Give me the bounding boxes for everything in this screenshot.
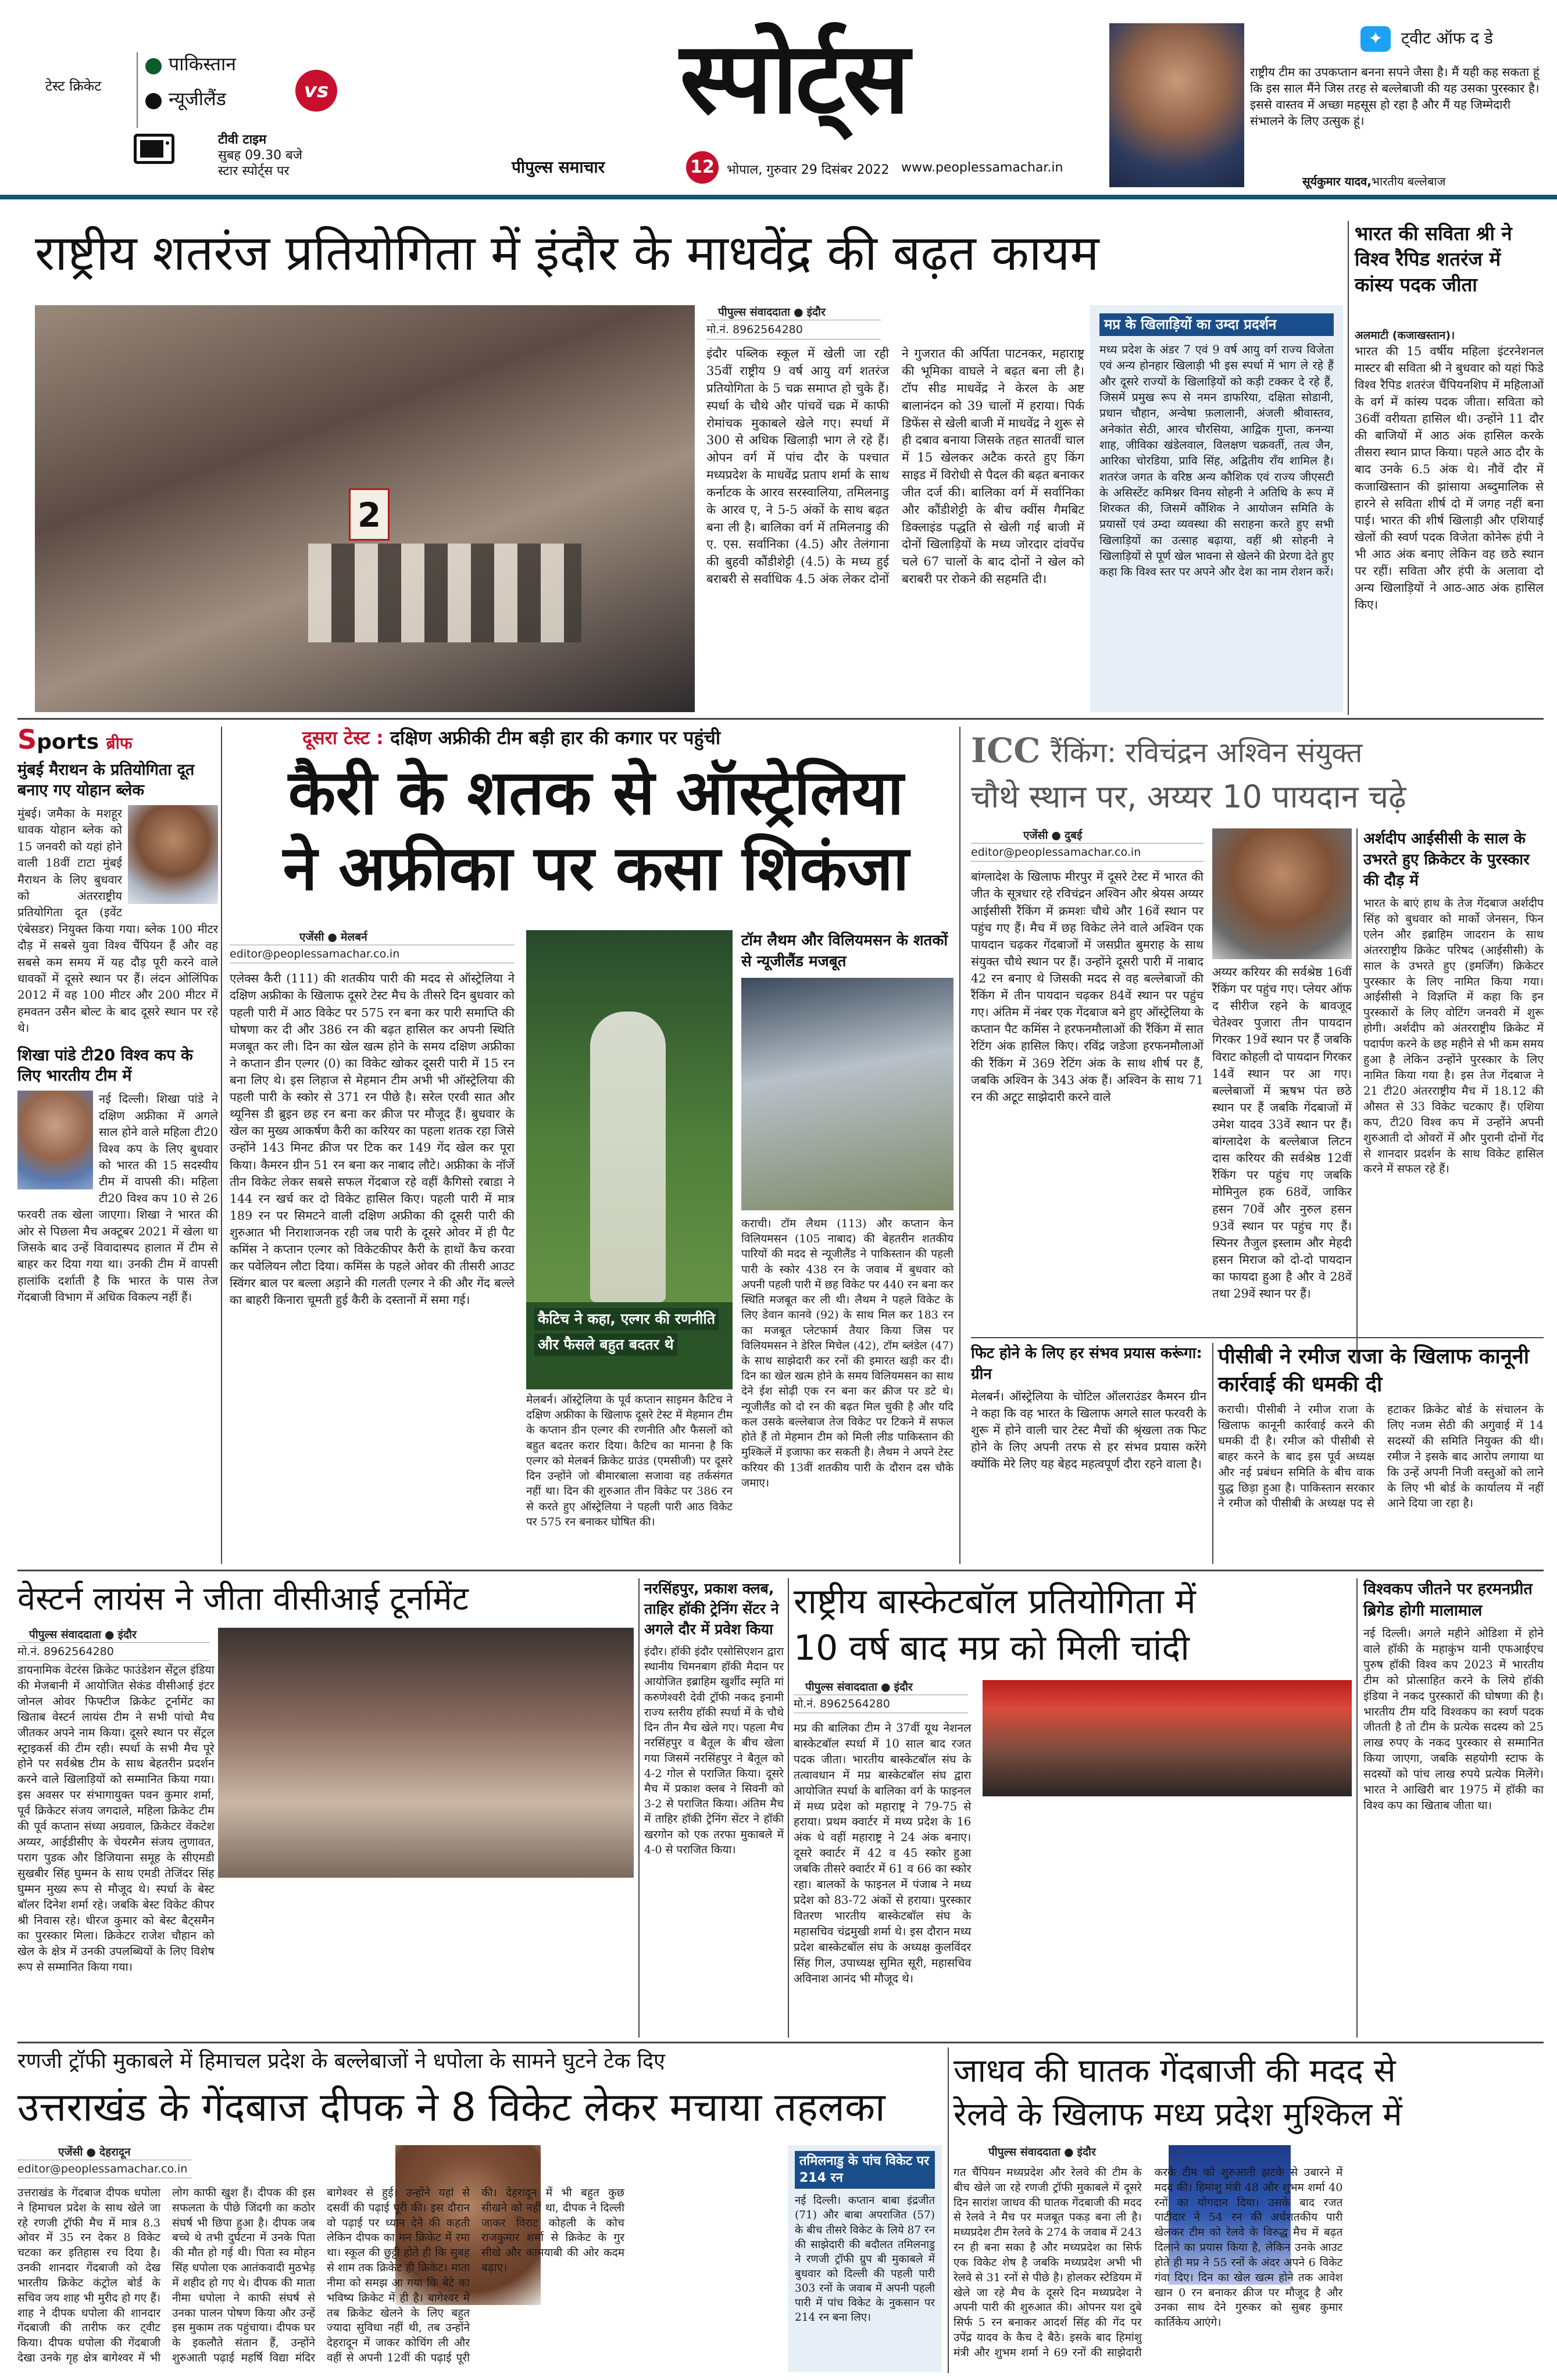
katich-body: मेलबर्न। ऑस्ट्रेलिया के पूर्व कप्तान साइमन कैटिच ने दक्षिण अफ्रीका के खिलाफ दूसरे टेस्ट में मेहमान टीम के कप्तान डीन एल्गर की रणनीति और फैसलों को बहुत बदतर करार दिया। कैटिच का मानना है कि एल्गर को मेलबर्न क्रिकेट ग्राउंड (एमसीजी) पर दूसरे दिन उन्होंने जो बीमारबाला सजावा वह तर्कसंगत नहीं था। दिन की शुरुआत तीन विकेट पर 386 रन से करते हुए ऑस्ट्रेलिया ने पहली पारी आठ विकेट पर 575 रन बनाकर घोषित की।: [526, 1393, 733, 1528]
icc-byline: एजेंसी ● दुबई: [1023, 829, 1083, 842]
brief-brand-tag: ब्रीफ: [106, 734, 133, 753]
icc-headline-1: [971, 730, 1544, 774]
tv-icon: [134, 134, 174, 164]
batsman-figure: [590, 1012, 666, 1302]
test-cricket-label: टेस्ट क्रिकेट: [45, 78, 102, 94]
caption-line-1: कैटिच ने कहा, एल्गर की रणनीति: [534, 1308, 719, 1330]
v-rule-2: [221, 727, 222, 1564]
jadhav-byline: पीपुल्स संवाददाता ● इंदौर: [988, 2146, 1096, 2159]
byline-place: मेलबर्न: [341, 931, 367, 944]
green-body: मेलबर्न। ऑस्ट्रेलिया के चोटिल ऑलराउंडर कैमरन ग्रीन ने कहा कि वह भारत के खिलाफ अगले साल फरवरी के शुरू में होने वाली चार टेस्ट मैचों की श्रृंखला तक फिट होने के लिए अपनी तरफ से हर संभव प्रयास करेंगे क्योंकि मेरे लिए यह बेहद महत्वपूर्ण दौरा रहने वाला है।: [971, 1389, 1206, 1471]
mp-box-body: मध्य प्रदेश के अंडर 7 एवं 9 वर्ष आयु वर्ग राज्य विजेता एवं अन्य होनहार खिलाड़ी भी इस स्पर्धा में भाग ले रहे हैं और दूसरे राज्यों के खिलाड़ियों को कड़ी टक्कर दे रहे हैं, जिसमें प्रमुख रूप से नमन डाफरिया, दक्षिता सोडानी, प्रधान चौहान, अन्वेषा फ़लालानी, अंजली श्रीवास्तव, अनेकांत सेठी, आरव चौरसिया, आद्विक गुप्ता, कनन्या शाह, जीविका खंडेलवाल, विलक्षण चक्रवर्ती, तत्व जैन, आरिका चोरडिया, प्रावि सिंह, अद्वितीय राँय शामिल है। शतरंज जगत के वरिष्ठ अन्य कौशिक एवं राज्य जीएसटी के असिस्टेंट कमिश्नर विनय सोहनी ने अतिथि के रूप में शिरकत की, जिसमें कौंशिक ने आयोजन समिति के प्रयासों एवं उम्दा व्यवस्था की सराहना करते हुए सभी खिलाड़ियों का उत्साह बढ़ाया, वहीं श्री सोहनी ने खिलाड़ियों से पूर्ण खेल भावना से खेलने की प्रेरणा देते हुए कहा कि विश्व स्तर पर अपने और देश का नाम रोशन करें।: [1099, 343, 1334, 579]
icc-headline-rest: रैंकिंग: रविचंद्रन अश्विन संयुक्त: [1051, 737, 1363, 769]
mp-players-box: [1090, 305, 1343, 712]
v-rule-6: [638, 1578, 640, 2038]
jadhav-headline-2: रेलवे के खिलाफ मध्य प्रदेश मुश्किल में: [954, 2096, 1402, 2134]
shikha-pandey-photo: [17, 1091, 93, 1189]
v-rule-9: [948, 2047, 949, 2373]
jadhav-byline-wrap: [954, 2145, 1128, 2160]
latham-body: कराची। टॉम लैथम (113) और कप्तान केन विलियमसन (105 नाबाद) की बेहतरीन शतकीय पारियों की मदद से न्यूजीलैंड ने पाकिस्तान की पहली पारी के स्कोर 438 रन के जवाब में बुधवार को अपनी पहली पारी में छह विकेट पर 440 रन बना कर स्थिति मजबूत कर ली थी। लैथम ने पहले विकेट के लिए डेवान कानवे (92) के साथ मिल कर 183 रन का मजबूत प्लेटफार्म तैयार किया जिस पर विलियमसन ने डेरिल मिचेल (42), टॉम ब्लंडेल (47) के साथ साझेदारी कर रनों की इमारत खड़ी कर दी। दिन का खेल खत्म होने के समय विलियमसन का साथ देने ईश सोढ़ी एक रन बना कर क्रीज पर डटे थे। न्यूजीलैंड को दो रन की बढ़त मिल चुकी है और यदि कल उसके बल्लेबाज तेज विकेट पर टिकने में सफल होते हैं तो मेहमान टीम को मिली लीड पाकिस्तान की मुश्किलें में इजाफा कर सकती है। लैथम ने अपने टेस्ट करियर की 13वीं शतकीय पारी के दौरान दस चौके जमाए।: [741, 1217, 954, 1489]
basketball-headline-1: राष्ट्रीय बास्केटबॉल प्रतियोगिता में: [794, 1581, 1196, 1622]
v-rule-5: [1212, 1343, 1213, 1564]
carey-photo: [526, 930, 733, 1389]
katich-body-wrap: [526, 1392, 733, 1564]
website-link[interactable]: www.peoplessamachar.in: [901, 160, 1063, 175]
team-2: न्यूजीलैंड: [169, 88, 226, 110]
brief-item2-body: नई दिल्ली। शिखा पांडे ने दक्षिण अफ्रीका में अगले साल होने वाले महिला टी20 विश्व कप के लिए बुधवार को भारत की 15 सदस्यीय टीम में वापसी की। महिला टी20 विश्व कप 10 से 26 फरवरी तक खेला जाएगा। शिखा ने भारत की ओर से पिछला मैच अक्टूबर 2021 में खेला था जिसके बाद उन्हें विवादास्पद हालात में टीम से बाहर कर दिया गया था। उनकी टीम में वापसी हालांकि दर्शाती है कि भारत के पास तेज गेंदबाजी विभाग में अधिक विकल्प नहीं हैं।: [17, 1092, 218, 1305]
carey-headline-1: कैरी के शतक से ऑस्ट्रेलिया: [288, 757, 904, 828]
latham-photo: [741, 978, 954, 1210]
v-rule-3: [959, 727, 960, 1564]
h-rule-1: [17, 718, 1544, 720]
icc-word: ICC: [971, 731, 1041, 770]
h-rule-2: [17, 1570, 1544, 1571]
byline-name: एजेंसी: [299, 931, 324, 944]
icc-email[interactable]: editor@peoplessamachar.co.in: [971, 843, 1204, 862]
v-rule-4: [1356, 828, 1358, 1363]
byline-name: एजेंसी: [58, 2146, 83, 2159]
chess-headline: राष्ट्रीय शतरंज प्रतियोगिता में इंदौर के माधवेंद्र की बढ़त कायम: [35, 224, 1099, 281]
savita-story: [1355, 221, 1544, 715]
chess-board: [308, 544, 581, 642]
masthead: [0, 0, 1557, 195]
icc-body-left: बांग्लादेश के खिलाफ मीरपुर में दूसरे टेस्ट में भारत की जीत के सूत्रधार रहे रविचंद्रन अश्विन और श्रेयस अय्यर आईसीसी रैंकिंग में क्रमशः चौथे और 16वें स्थान पर पहुंच गए हैं। मैच में छह विकेट लेने वाले अश्विन एक पायदान चढ़कर गेंदबाजों में जसप्रीत बुमराह के साथ संयुक्त चौथे स्थान पर हैं। उन्होंने दूसरी पारी में नाबाद 42 रन बनाए थे जिसकी मदद से वह बल्लेबाजों की रैंकिंग में तीन पायदान चढ़कर 84वें स्थान पर पहुंच गए। अंतिम में नंबर एक गेंदबाज बने हुए ऑस्ट्रेलिया के कप्तान पैट कमिंस ने हरफनमौलाओं की रैंकिंग में सात रेटिंग अंक हासिल किए। रविंद्र जडेजा हरफनमौलाओं की रैंकिंग में 369 रेटिंग अंक के साथ शीर्ष पर हैं, जबकि अश्विन के 343 अंक हैं। अश्विन के साथ 71 रन की अटूट साझेदारी करने वाले: [971, 870, 1204, 1104]
mp-box-title: मप्र के खिलाड़ियों का उम्दा प्रदर्शन: [1099, 313, 1334, 336]
green-headline: फिट होने के लिए हर संभव प्रयास करूंगा: ग्रीन: [971, 1345, 1202, 1383]
jadhav-body: गत चैंपियन मध्यप्रदेश और रेलवे की टीम के बीच खेले जा रहे रणजी ट्रॉफी मुकाबले में दूसरे दिन सारांश जाधव की घातक गेंदबाजी की मदद से रेलवे ने मैच पर मजबूत पकड़ बना ली है। मध्यप्रदेश टीम रेलवे के 274 के जवाब में 243 रन ही बना सका है और मध्यप्रदेश का सिर्फ एक विकेट शेष है जबकि मध्यप्रदेश अभी भी रेलवे से 31 रनों से पीछे है। होलकर स्टेडियम में खेले जा रहे मैच के दूसरे दिन मध्यप्रदेश ने अपनी पारी की शुरुआत की। ओपनर यश दुबे सिर्फ 5 रन बनाकर आदर्श सिंह की गेंद पर उपेंद्र यादव के कैच दे बैठे। इसके बाद हिमांशु मंत्री और शुभम शर्मा ने 69 रनों की साझेदारी करके टीम को शुरुआती झटके से उबारने में मदद की। हिमांशु मंत्री 48 और शुभम शर्मा 40 रनों का योगदान दिया। उसके बाद रजत पाटीदार ने 54 रन की अर्धशतकीय पारी खेलकर टीम को रेलवे के विरुद्ध मैच में बढ़त दिलाने का प्रयास किया है, लेकिन उनके आउट होते ही मप्र ने 55 रनों के अंदर अपने 6 विकेट गंवा दिए। दिन का खेल खत्म होने तक आवेश खान 0 रन बनाकर क्रीज पर मौजूद है और उनका साथ देने गुरुकर को सुबह कुमार कार्तिकेय आएंगे।: [954, 2166, 1343, 2359]
v-rule-8: [1356, 1578, 1358, 2038]
byline-name: पीपुल्स संवाददाता: [988, 2146, 1060, 2159]
divider: [137, 52, 138, 128]
pcb-headline: पीसीबी ने रमीज राजा के खिलाफ कानूनी कार्रवाई की धमकी दी: [1218, 1345, 1530, 1396]
basketball-headline-2: 10 वर्ष बाद मप्र को मिली चांदी: [794, 1628, 1190, 1668]
pcb-story: [1218, 1343, 1544, 1564]
yohan-blake-photo: [128, 805, 218, 904]
v-rule-7: [788, 1578, 789, 2038]
byline-place: दुबई: [1065, 829, 1083, 842]
hockey-headline: नरसिंहपुर, प्रकाश क्लब, ताहिर हॉकी ट्रेनिंग सेंटर ने अगले दौर में प्रवेश किया: [644, 1580, 779, 1638]
team-1: पाकिस्तान: [169, 53, 237, 75]
deepak-email[interactable]: editor@peoplessamachar.co.in: [17, 2160, 192, 2179]
savita-headline: भारत की सविता श्री ने विश्व रैपिड शतरंज में कांस्य पदक जीता: [1355, 221, 1544, 298]
tv-time: सुबह 09.30 बजे: [218, 148, 302, 163]
green-story: [971, 1343, 1206, 1564]
jadhav-headline-1: जाधव की घातक गेंदबाजी की मदद से: [954, 2052, 1396, 2090]
board-sign: [349, 488, 390, 541]
ashwin-photo: [1212, 828, 1352, 959]
brief-brand: [17, 724, 218, 756]
chess-body: [706, 305, 1084, 712]
carey-kicker-text: दक्षिण अफ्रीकी टीम बड़ी हार की कगार पर पहुंची: [390, 727, 721, 749]
byline-name: पीपुल्स संवाददाता: [805, 1681, 877, 1693]
hockey-world-body: नई दिल्ली। अगले महीने ओडिशा में होने वाले हॉकी के महाकुंभ यानी एफआईएच पुरुष हॉकी विश्व कप 2023 में भारतीय टीम को प्रोत्साहित करने के लिये हॉकी इंडिया ने नकद पुरस्कारों की घोषणा की है। भारतीय टीम यदि विश्वकप का स्वर्ण पदक जीतती है तो टीम के प्रत्येक सदस्य को 25 लाख रुपए के नकद पुरस्कार से सम्मानित किया जाएगा, जबकि सहयोगी स्टाफ के सदस्यों को पांच लाख रुपये प्रत्येक मिलेंगे। भारत ने आखिरी बार 1975 में हॉकी का विश्व कप का खिताब जीता था।: [1363, 1627, 1544, 1812]
carey-kicker-label: दूसरा टेस्ट :: [302, 727, 384, 749]
chess-byline: पीपुल्स संवाददाता ● इंदौर: [718, 306, 826, 319]
brief-item1-title: मुंबई मैराथन के प्रतियोगिता दूत बनाए गए योहान ब्लेक: [17, 761, 195, 799]
latham-headline: टॉम लैथम और विलियमसन के शतकों से न्यूजीलैंड मजबूत: [741, 932, 948, 970]
v-rule-1: [1348, 221, 1349, 715]
deepak-headline: उत्तराखंड के गेंदबाज दीपक ने 8 विकेट लेकर मचाया तहलका: [17, 2085, 885, 2131]
byline-name: पीपुल्स संवाददाता: [29, 1628, 101, 1641]
deepak-body: उत्तराखंड के गेंदबाज दीपक धपोला ने हिमाचल प्रदेश के साथ खेले जा रहे रणजी ट्रॉफी मैच में मात्र 8.3 ओवर में 35 रन देकर 8 विकेट चटका कर इतिहास रच दिया है। उनकी शानदार गेंदबाजी को देख भारतीय क्रिकेट कंट्रोल बोर्ड के सचिव जय शाह भी मुरीद हो गए हैं। शाह ने दीपक धपोला की शानदार गेंदबाजी की तारीफ कर ट्वीट किया। दीपक धपोला की गेंदबाजी देखा उनके गृह क्षेत्र बागेश्वर में भी लोग काफी खुश हैं। दीपक की इस सफलता के पीछे जिंदगी का कठोर संघर्ष भी छिपा हुआ है। दीपक जब बच्चे थे तभी दुर्घटना में उनके पिता की मौत हो गई थी। पिता स्व मोहन सिंह धपोला एक आतंकवादी मुठभेड़ में शहीद हो गए थे। दीपक की माता नीमा धपोला ने काफी संघर्ष से उनका पालन पोषण किया और उन्हें इस मुकाम तक पहुंचाया। दीपक घर के इकलौते संतान हैं, उन्होंने शुरुआती पढ़ाई महर्षि विद्या मंदिर बागेश्वर से हुई। उन्होंने यहां से दसवीं की पढ़ाई पूरी की। इस दौरान वो पढ़ाई पर ध्यान देने की कहती लेकिन दीपक का मन क्रिकेट में रमा था। स्कूल की छुट्टी होते ही कि सुबह से शाम तक क्रिकेट ही क्रिकेट। माता नीमा को समझ आ गया कि बेटे का भविष्य क्रिकेट में ही है। बागेश्वर में तब क्रिकेट खेलने के लिए बहुत ज्यादा सुविधा नहीं थी, तब उन्होंने देहरादून में जाकर कोचिंग ली और वहीं से अपनी 12वीं की पढ़ाई पूरी की। देहरादून में भी बहुत कुछ सीखने को नहीं था, दीपक ने दिल्ली जाकर विराट कोहली के कोच राजकुमार शर्मा से क्रिकेट के गुर सीखे और कामयाबी की ओर कदम बढ़ाए।: [17, 2186, 624, 2365]
hockey-body: इंदौर। हॉकी इंदौर एसोसिएशन द्वारा स्थानीय चिमनबाग हॉकी मैदान पर आयोजित इब्राहिम खुर्शीद स्मृति मां करुणेश्वरी देवी ट्रॉफी नकद इनामी राज्य स्तरीय हॉकी स्पर्धा में के चौथे दिन तीन मैच खेले गए। पहला मैच नरसिंहपुर व बैतूल के बीच खेला गया जिसमें नरसिंहपुर ने बैतूल को 4-2 गोल से पराजित किया। दूसरे मैच में प्रकाश क्लब ने सिवनी को 3-2 से पराजित किया। अंतिम मैच में ताहिर हॉकी ट्रेनिंग सेंटर ने हॉकी खरगोन को एक तरफा मुकाबले में 4-0 से पराजित किया।: [644, 1645, 784, 1856]
savita-body-wrap: [1355, 328, 1544, 613]
savita-dateline: अलमाटी (कजाखस्तान)।: [1355, 329, 1455, 342]
pcb-body: कराची। पीसीबी ने रमीज राजा के खिलाफ कानूनी कार्रवाई करने की धमकी दी है। रमीज को पीसीबी से बाहर करने के बाद इस पूर्व अध्यक्ष और नई प्रबंधन समिति के बीच वाक युद्ध छिड़ा हुआ है। पाकिस्तान सरकार ने रमीज को पीसीबी के अध्यक्ष पद से हटाकर क्रिकेट बोर्ड के संचालन के लिए नजम सेठी की अगुवाई में 14 सदस्यों की समिति नियुक्त की थी। रमीज ने इसके बाद आरोप लगाया था कि उन्हें अपनी निजी वस्तुओं को लाने के लिए भी बोर्ड के कार्यालय में नहीं आने दिया जा रहा है।: [1218, 1403, 1544, 1510]
chess-photo: [35, 305, 695, 712]
carey-body: एलेक्स कैरी (111) की शतकीय पारी की मदद से ऑस्ट्रेलिया ने दक्षिण अफ्रीका के खिलाफ दूसरे टेस्ट मैच के तीसरे दिन बुधवार को पहली पारी में आठ विकेट पर 575 रन बना कर पारी समाप्ति की घोषणा कर दी और 386 रन की बढ़त हासिल कर अपनी स्थिति मजबूत कर ली। दिन का खेल खत्म होने के समय दक्षिण अफ्रीका ने कप्तान डीन एल्गर (0) का विकेट खोकर दूसरी पारी में 15 रन बना लिए थे। इस लिहाज से मेहमान टीम अभी भी ऑस्ट्रेलिया की पहली पारी के स्कोर से 371 रन पीछे है। सरेल एरवी सात और थ्यूनिस डी ब्रुइन छह रन बना कर क्रीज पर मौजूद हैं। बुधवार के खेल का मुख्य आकर्षण कैरी का करियर का पहला शतक रहा जिसे उन्होंने 143 मिनट क्रीज पर टिक कर 149 गेंद खेल कर पूरा किया। कैमरन ग्रीन 51 रन बना कर नाबाद लौटे। अफ्रीका के नॉर्जे तीन विकेट लेकर सबसे सफल गेंदबाज रहे वहीं कैगिसो रबाडा ने 144 रन खर्च कर दो विकेट हासिल किए। पहली पारी में मात्र 189 रन पर सिमटने वाली दक्षिण अफ्रीका की दूसरी पारी की शुरुआत भी निराशाजनक रही जब पारी के दूसरे ओवर में ही पैट कमिंस ने कप्तान एल्गर को विकेटकीपर कैरी के हाथों कैच करवा कर पवेलियन लौटा दिया। कमिंस के पहले ओवर की तीसरी आउट स्विंगर बाल पर बल्ला अड़ाने की गलती एल्गर ने की और गेंद बल्ले का बाहरी किनारा चूमती हुई कैरी के दस्तानों में समा गई।: [230, 971, 515, 1307]
byline-place: इंदौर: [1077, 2146, 1096, 2159]
hockey-world-story: [1363, 1578, 1544, 2038]
basketball-byline-wrap: [794, 1680, 968, 1713]
brief-brand-s: S: [17, 724, 37, 755]
newzealand-flag-icon: [145, 93, 162, 109]
icc-mid-col: [1212, 828, 1352, 1363]
h-rule-icc: [971, 1337, 1544, 1338]
suryakumar-photo: [1109, 23, 1244, 187]
arshdeep-story: [1363, 828, 1544, 1363]
carey-headline-2: ने अफ्रीका पर कसा शिकंजा: [283, 832, 909, 904]
hockey-story: [644, 1578, 784, 2038]
tweet-label: ट्वीट ऑफ द डे: [1401, 28, 1493, 48]
board-number: 2: [357, 495, 381, 535]
chess-text: इंदौर पब्लिक स्कूल में खेली जा रही 35वीं राष्ट्रीय 9 वर्ष आयु वर्ग शतरंज प्रतियोगिता के 5 चक्र समाप्त हो चुके हैं। स्पर्धा के चौथे और पांचवें चक्र में काफी रोमांचक मुकाबले खेले गए। स्पर्धा में 300 से अधिक खिलाड़ी भाग ले रहे हैं। ओपन वर्ग में पांच दौर के पश्चात मध्यप्रदेश के माधवेंद्र प्रताप शर्मा के साथ कर्नाटक के आरव सरस्वालिया, तमिलनाडु के आरव ए, ने 5-5 अंकों के साथ बढ़त बना ली है। बालिका वर्ग में तमिलनाडु की ए. एस. सर्वानिका (4.5) और तेलंगाना की बुहवी कौंडीशेट्टी (4.5) के मध्य हुई बराबरी से सर्वाधिक 4.5 अंक लेकर दोनों ने गुजरात की अर्पिता पाटनकर, महाराष्ट्र की भूमिका वाघले ने बढ़त बना ली है। टॉप सीड माधवेंद्र ने केरल के अष्ट बालानंदन को 39 चालों में हराया। पिर्क डिफेंस से खेली बाजी में माधवेंद्र ने शुरू से ही दबाव बनाया जिसके तहत सातवीं चाल में 15 खेलकर अटैक करते हुए किंग साइड में विरोधी से पैदल की बढ़त बनाकर जीत दर्ज की। बालिका वर्ग में सर्वानिका और कौंडीशेट्टी के बीच क्वींस गैमबिट डिक्लाइंड पद्धति से खेली गई बाजी में दोनों खिलाड़ियों के मध्य जोरदार दांवपेंच चले 67 चालों के बाद दोनों ने खेल को बराबरी पर रोकने की सहमति दी।: [706, 346, 1084, 586]
tv-channel: स्टार स्पोर्ट्स पर: [218, 164, 290, 178]
brief-brand-rest: ports: [37, 730, 99, 754]
caption-line-2: और फैसले बहुत बदतर थे: [534, 1334, 677, 1356]
vs-badge: [295, 70, 337, 112]
brief-item1-body: मुंबई। जमैका के मशहूर धावक योहान ब्लेक को 15 जनवरी को यहां होने वाली 18वीं टाटा मुंबई मैराथन के लिए बुधवार को अंतरराष्ट्रीय प्रतियोगिता दूत (इवेंट एंबेसडर) नियुक्त किया गया। ब्लेक 100 मीटर दौड़ में सबसे युवा विश्व चैंपियन हैं और वह सबसे कम समय में यह दौड़ पूरी करने वाले धावकों में दूसरे स्थान पर हैं। लंदन ओलिंपिक 2012 में वह 100 मीटर और 200 मीटर में हमवतन उसैन बोल्ट के बाद दूसरे स्थान पर रहे थे।: [17, 806, 218, 1035]
western-lions-headline: वेस्टर्न लायंस ने जीता वीसीआई टूर्नामेंट: [17, 1580, 469, 1618]
wl-byline: पीपुल्स संवाददाता ● इंदौर: [29, 1628, 137, 1641]
arshdeep-body: भारत के बाएं हाथ के तेज गेंदबाज अर्शदीप सिंह को बुधवार को मार्को जेनसन, फिन एलेन और इब्राहिम जादरान के साथ अंतरराष्ट्रीय क्रिकेट परिषद (आईसीसी) के साल के उभरते हुए (इमर्जिंग) क्रिकेटर पुरस्कार के लिए नामित किया गया। आईसीसी ने विज्ञप्ति में कहा कि इन पुरस्कारों के लिए वोटिंग जनवरी में शुरू होगी। अर्शदीप को अंतरराष्ट्रीय क्रिकेट में पदार्पण करने के छह महीने से भी कम समय हुआ है लेकिन उन्होंने पुरस्कार के लिए नामित किया गया है। इस तेज गेंदबाज ने 21 टी20 अंतरराष्ट्रीय मैच में 18.12 की औसत से 33 विकेट चटकाए हैं। एशिया कप, टी20 विश्व कप में उन्होंने अपनी शुरुआती दो ओवरों में और पुरानी दोनों गेंद से शानदार प्रदर्शन के साथ विकेट हासिल करने में सफल रहे हैं।: [1363, 896, 1544, 1176]
tweet-author-role: भारतीय बल्लेबाज: [1371, 174, 1446, 188]
twitter-icon: ✦: [1360, 26, 1391, 52]
page-number: 12: [690, 157, 715, 177]
pakistan-flag-icon: [145, 58, 162, 74]
masthead-rule: [0, 195, 1557, 199]
page-number-badge: [686, 151, 719, 184]
carey-body-wrap: [230, 930, 515, 1564]
carey-kicker: [302, 726, 942, 750]
paper-name: पीपुल्स समाचार: [512, 158, 605, 177]
masthead-title: स्पोर्ट्स: [680, 21, 908, 136]
latham-story: [741, 930, 954, 1564]
tweet-author: सूर्यकुमार यादव,: [1302, 174, 1372, 188]
deepak-byline: एजेंसी ● देहरादून: [58, 2146, 131, 2159]
byline-place: देहरादून: [99, 2146, 131, 2159]
wl-phone: मो.नं. 8962564280: [17, 1642, 209, 1661]
h-rule-3: [17, 2042, 1544, 2043]
tn-box-title: तमिलनाडु के पांच विकेट पर 214 रन: [795, 2151, 935, 2189]
basketball-body: मप्र की बालिका टीम ने 37वीं यूथ नेशनल बास्केटबॉल स्पर्धा में 10 साल बाद रजत पदक जीता। भारतीय बास्केटबॉल संघ के तत्वावधान में मप्र बास्केटबॉल संघ द्वारा आयोजित स्पर्धा के बालिका वर्ग के फाइनल में मध्य प्रदेश को महाराष्ट्र ने 79-75 से हराया। प्रथम क्वार्टर में मध्य प्रदेश के 16 अंक थे वहीं महाराष्ट्र ने 24 अंक बनाए। दूसरे क्वार्टर में 42 व 45 स्कोर हुआ जबकि तीसरे क्वार्टर में 61 व 66 का स्कोर रहा। बालकों के फाइनल में पंजाब ने मध्य प्रदेश को 83-72 अंकों से हराया। पुरस्कार वितरण भारतीय बास्केटबॉल संघ के महासचिव चंद्रमुखी शर्मा थे। इस दौरान मध्य प्रदेश बास्केटबॉल संघ के अध्यक्ष कुलविंदर सिंह गिल, उपाध्यक्ष सुमित सूरी, महासचिव अविनाश आनंद भी मौजूद थे।: [794, 1721, 972, 1985]
dateline: भोपाल, गुरुवार 29 दिसंबर 2022: [727, 163, 890, 177]
chess-phone: मो.नं. 8962564280: [706, 320, 881, 340]
tn-box-body: नई दिल्ली। कप्तान बाबा इंद्रजीत (71) और बाबा अपराजित (57) के बीच तीसरे विकेट के लिये 87 रन की साझेदारी की बदौलत तमिलनाडु ने रणजी ट्रॉफी ग्रुप बी मुकाबले में बुधवार को दिल्ली की पहली पारी 303 रनों के जवाब में अपनी पहली पारी में पांच विकेट के नुकसान पर 214 रन बना लिए।: [795, 2195, 935, 2324]
carey-email[interactable]: editor@peoplessamachar.co.in: [230, 945, 515, 964]
tn-box: [788, 2145, 942, 2372]
brief-item2-title: शिखा पांडे टी20 विश्व कप के लिए भारतीय टीम में: [17, 1046, 193, 1085]
byline-name: एजेंसी: [1023, 829, 1048, 842]
test-cricket-box: [17, 47, 413, 180]
ranji-kicker: रणजी ट्रॉफी मुकाबले में हिमाचल प्रदेश के बल्लेबाजों ने धपोला के सामने घुटने टेक दिए: [17, 2049, 665, 2073]
western-lions-body: डायनामिक वेटरंस क्रिकेट फाउंडेशन सेंट्रल इंडिया की मेजबानी में आयोजित सेकंड वीसीआई इंटर जोनल ओवर फिफ्टीज क्रिकेट टूर्नामेंट का खिताब वेस्टर्न लायंस टीम ने सभी पांचो मैच जीतकर अपने नाम किया। दूसरे स्थान पर सेंट्रल स्ट्राइकर्स की टीम रही। स्पर्धा के सभी मैच पूरे होने पर सर्वश्रेष्ठ टीम के साथ बेहतरीन प्रदर्शन करने वाले खिलाड़ियों को सम्मानित किया गया। इस अवसर पर संभागायुक्त पवन कुमार शर्मा, पूर्व क्रिकेटर संजय जगदाले, महिला क्रिकेट टीम की पूर्व कप्तान संध्या अग्रवाल, क्रिकेटर वेंकटेश अय्यर, आईडीसीए के चेयरमैन संजय लुणावत, पराग पुडक और डिजियाना समूह के सीएमडी सुखबीर सिंह घुम्मन के साथ एमडी तेजिंदर सिंह घुम्मन मुख्य रूप से मौजूद थे। स्पर्धा के बेस्ट बॉलर दिनेश शर्मा रहे। जबकि बेस्ट विकेट कीपर श्री निवास रहे। धीरज कुमार को बेस्ट बैट्समैन का पुरस्कार मिला। क्रिकेटर राजेश चौहान को खेल के क्षेत्र में उनकी उपलब्धियों के लिए विशेष रूप से सम्मानित किया गया।: [17, 1663, 215, 1974]
tweet-box: [1250, 23, 1544, 192]
sports-brief: [17, 724, 218, 1564]
byline-place: इंदौर: [117, 1628, 137, 1641]
vs-text: vs: [303, 79, 329, 102]
byline-place: इंदौर: [894, 1681, 913, 1693]
tweet-text: राष्ट्रीय टीम का उपकप्तान बनना सपने जैसा है। मैं यही कह सकता हूं कि इस साल मैंने जिस तरह से बल्लेबाजी की यह उसका पुरस्कार है। इससे वास्तव में अच्छा महसूस हो रहा है और मैं यह जिम्मेदारी संभालने के लिए उत्सुक हूं।: [1250, 65, 1540, 128]
icc-left-col: [971, 828, 1204, 1363]
arshdeep-headline: अर्शदीप आईसीसी के साल के उभरते हुए क्रिकेटर के पुरस्कार की दौड़ में: [1363, 830, 1530, 889]
bb-phone: मो.नं. 8962564280: [794, 1695, 968, 1714]
tv-time-label: टीवी टाइम: [218, 133, 267, 147]
byline-name: पीपुल्स संवाददाता: [718, 306, 790, 319]
tweet-author-line: [1302, 173, 1445, 189]
carey-byline: एजेंसी ● मेलबर्न: [299, 931, 367, 944]
masthead-strip: [512, 151, 1063, 186]
bb-byline: पीपुल्स संवाददाता ● इंदौर: [805, 1681, 913, 1693]
carey-photo-caption: [526, 1302, 733, 1389]
hockey-world-headline: विश्वकप जीतने पर हरमनप्रीत ब्रिगेड होगी मालामाल: [1363, 1580, 1533, 1620]
byline-place: इंदौर: [806, 306, 826, 319]
icc-body-right: अय्यर करियर की सर्वश्रेष्ठ 16वीं रैंकिंग पर पहुंच गए। प्लेयर ऑफ द सीरीज रहने के बावजूद चेतेश्वर पुजारा तीन पायदान गिरकर 19वें स्थान पर हैं जबकि विराट कोहली दो पायदान गिरकर 14वें स्थान पर आ गए। बल्लेबाजों में ऋषभ पंत छठे स्थान पर हैं जबकि गेंदबाजों में उमेश यादव 33वें स्थान पर हैं। बांग्लादेश के बल्लेबाज लिटन दास करियर की सर्वश्रेष्ठ 12वीं रैंकिंग पर पहुंच गए जबकि मोमिनुल हक 68वें, जाकिर हसन 70वें और नुरुल हसन 93वें स्थान पर पहुंच गए हैं। स्पिनर तैजुल इस्लाम और मेहदी हसन मिराज को दो-दो पायदान का फायदा हुआ है और वे 28वें तथा 29वें स्थान पर हैं।: [1212, 965, 1352, 1301]
icc-headline-2: चौथे स्थान पर, अय्यर 10 पायदान चढ़े: [971, 778, 1406, 815]
savita-body: भारत की 15 वर्षीय महिला इंटरनेशनल मास्टर बी सविता श्री ने बुधवार को यहां फिडे विश्व रैपिड शतरंज चैंपियनशिप में महिलाओं के वर्ग में कांस्य पदक जीता। सविता को 36वीं वरीयता हासिल थी। उन्होंने 11 दौर की बाजियों में आठ अंक हासिल करके तीसरा स्थान प्राप्त किया। पहले आठ दौर के बाद उनके 6.5 अंक थे। नौवें दौर में कजाखिस्तान की झांसाया अब्दुमालिक से हारने से सविता शीर्ष दो में जगह नहीं बना पाई। भारत की शीर्ष खिलाड़ी और एशियाई खेलों की स्वर्ण पदक विजेता कोनेरू हंपी ने भी आठ अंक बनाए लेकिन वह छठे स्थान पर रहीं। सविता और हंपी के अलावा दो अन्य खिलाड़ियों ने आठ-आठ अंक हासिल किए।: [1355, 344, 1544, 612]
